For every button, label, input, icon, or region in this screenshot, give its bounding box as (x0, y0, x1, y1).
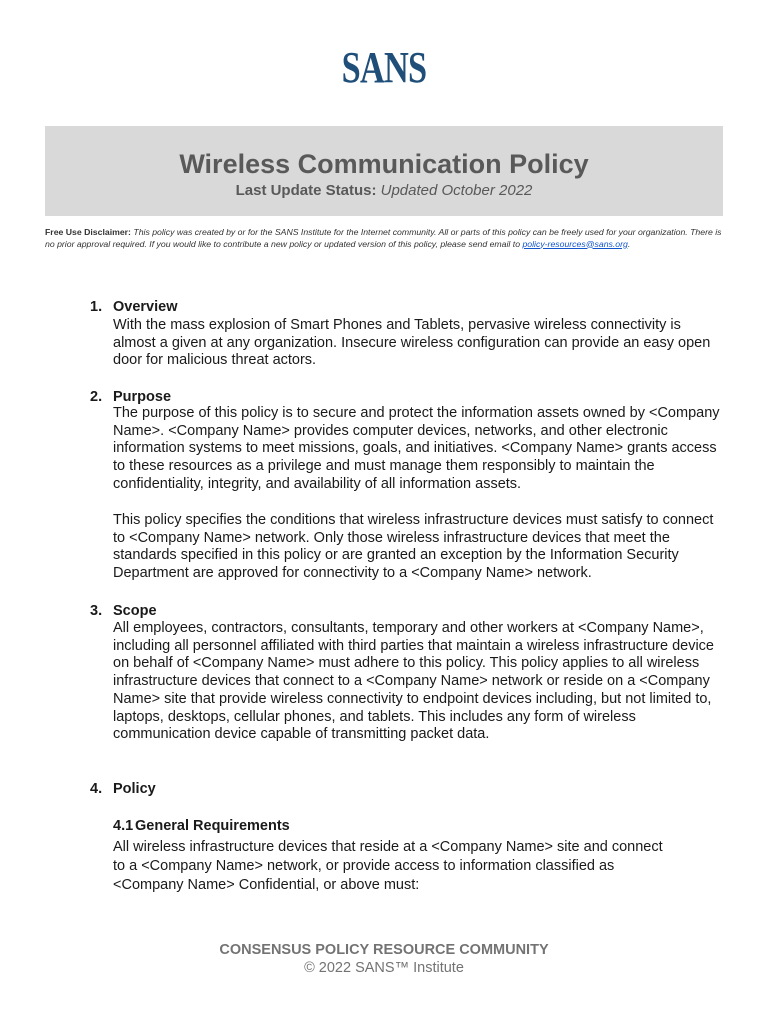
update-status-value: Updated October 2022 (380, 182, 533, 199)
subsection-heading-general-requirements (113, 817, 290, 835)
title-banner (45, 126, 723, 216)
subsection-title: General Requirements (135, 818, 290, 834)
update-status-label: Last Update Status: (235, 182, 377, 199)
footer-copyright: © 2022 SANS™ Institute (304, 960, 464, 976)
section-heading-overview (90, 298, 178, 316)
section-title: Overview (113, 299, 178, 315)
free-use-disclaimer (45, 227, 725, 250)
disclaimer-label: Free Use Disclaimer: (45, 227, 131, 237)
sans-logo: SANS (341, 43, 427, 92)
scope-paragraph: All employees, contractors, consultants, temporary and other workers at <Company Name>, including all personnel affiliated with third parties that maintain a wireless infrastructure device on behalf of <Company Name> must adhere to this policy. This policy applies to all wireless infrastructure devices that connect to a <Company Name> network or reside on a <Company Name> site that provide wireless connectivity to endpoint devices including, but not limited to, laptops, desktops, cellular phones, and tablets. This includes any form of wireless communication device capable of transmitting packet data. (113, 620, 714, 743)
section-title: Purpose (113, 389, 172, 405)
section-heading-policy (90, 780, 156, 798)
section-number: 4. (90, 781, 103, 797)
section-title: Policy (113, 781, 156, 797)
section-number: 1. (90, 299, 103, 315)
general-requirements-paragraph: All wireless infrastructure devices that reside at a <Company Name> site and connect to a <Company Name> network, or provide access to information classified as <Company Name> Confidential, or above must: (113, 839, 663, 893)
section-heading-purpose (90, 388, 171, 406)
overview-paragraph: With the mass explosion of Smart Phones and Tablets, pervasive wireless connectivity is almost a given at any organization. Insecure wireless configuration can provide an easy open door for malicious threat actors. (113, 317, 711, 369)
disclaimer-trailing: . (627, 238, 631, 249)
section-number: 2. (90, 389, 103, 405)
disclaimer-text: This policy was created by or for the SANS Institute for the Internet community. All or parts of this policy can be freely used for your organization. There is no prior approval required. If you would like to contribute a new policy or updated version of this policy, please send email to (45, 227, 722, 249)
section-number: 3. (90, 603, 103, 619)
purpose-paragraph-2: This policy specifies the conditions that wireless infrastructure devices must satisfy to connect to <Company Name> network. Only those wireless infrastructure devices that meet the standards specified in this policy or are granted an exception by the Information Security Department are approved for connectivity to a <Company Name> network. (113, 512, 714, 582)
footer-community: CONSENSUS POLICY RESOURCE COMMUNITY (219, 942, 549, 958)
section-title: Scope (113, 603, 157, 619)
subsection-number: 4.1 (113, 818, 134, 834)
disclaimer-email-link[interactable]: policy-resources@sans.org (522, 238, 628, 249)
update-status (45, 182, 723, 199)
purpose-paragraph-1: The purpose of this policy is to secure and protect the information assets owned by <Company Name>. <Company Name> provides computer devices, networks, and other electronic information systems to meet missions, goals, and initiatives. <Company Name> grants access to these resources as a privilege and must manage them responsibly to maintain the confidentiality, integrity, and availability of all information assets. (113, 405, 720, 492)
page-title: Wireless Communication Policy (179, 149, 589, 179)
page-footer (0, 941, 768, 977)
section-heading-scope (90, 602, 157, 620)
